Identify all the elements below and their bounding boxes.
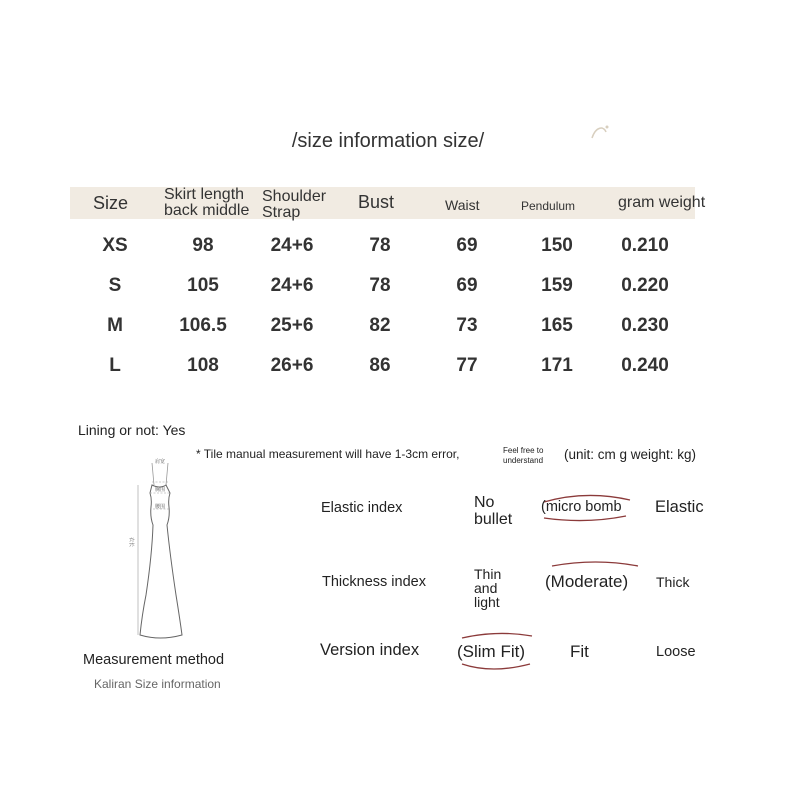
header-size: Size <box>93 193 129 213</box>
cell-bust: 82 <box>369 315 391 336</box>
cell-shoulder: 24+6 <box>270 235 314 256</box>
diagram-label-waist: 腰围 <box>155 504 166 510</box>
cell-skirt: 105 <box>187 275 219 296</box>
cell-waist: 77 <box>456 355 478 376</box>
diagram-label-shoulder: 肩宽 <box>155 459 166 465</box>
dress-diagram <box>108 455 208 645</box>
thickness-option-thick: Thick <box>656 574 690 590</box>
cell-pendulum: 159 <box>541 275 573 296</box>
cell-shoulder: 25+6 <box>270 315 314 336</box>
cell-gram: 0.240 <box>621 355 669 376</box>
diagram-label-bust: 胸围 <box>155 487 166 493</box>
cell-bust: 78 <box>369 275 391 296</box>
cell-size: XS <box>102 235 128 256</box>
header-skirt-length: Skirt length back middle <box>164 186 250 219</box>
page-title: /size information size/ <box>291 130 485 152</box>
header-gram-weight: gram weight <box>618 194 706 211</box>
cell-shoulder: 24+6 <box>270 275 314 296</box>
measurement-note: * Tile manual measurement will have 1-3cm error, <box>196 447 460 461</box>
version-option-fit: Fit <box>570 642 589 661</box>
measurement-method-caption: Measurement method <box>83 652 225 668</box>
elastic-option-elastic: Elastic <box>655 498 704 516</box>
elastic-option-no-bullet: No bullet <box>474 494 513 528</box>
cell-size: M <box>107 315 123 336</box>
thickness-option-thin: Thin and light <box>474 566 502 610</box>
cell-waist: 73 <box>456 315 478 336</box>
cell-gram: 0.210 <box>621 235 669 256</box>
cell-skirt: 108 <box>187 355 219 376</box>
elastic-option-micro: (micro bomb <box>541 499 622 515</box>
cell-skirt: 106.5 <box>179 315 227 336</box>
version-index-label: Version index <box>320 641 420 659</box>
cell-gram: 0.230 <box>621 315 669 336</box>
decorative-swirl-icon <box>588 120 612 144</box>
cell-waist: 69 <box>456 275 478 296</box>
lining-info: Lining or not: Yes <box>78 422 186 438</box>
cell-pendulum: 171 <box>541 355 573 376</box>
header-shoulder-strap: Shoulder Strap <box>262 188 327 221</box>
thickness-option-moderate: (Moderate) <box>545 572 629 591</box>
cell-pendulum: 165 <box>541 315 573 336</box>
elastic-index-label: Elastic index <box>321 500 403 516</box>
cell-gram: 0.220 <box>621 275 669 296</box>
cell-size: L <box>109 355 121 376</box>
cell-waist: 69 <box>456 235 478 256</box>
diagram-label-length: 衣长 <box>128 537 134 548</box>
header-pendulum: Pendulum <box>521 199 576 213</box>
version-option-loose: Loose <box>656 644 696 660</box>
cell-skirt: 98 <box>192 235 214 256</box>
unit-note: (unit: cm g weight: kg) <box>564 447 697 462</box>
thickness-index-label: Thickness index <box>322 574 426 590</box>
version-option-slim-fit: (Slim Fit) <box>457 642 525 661</box>
cell-bust: 78 <box>369 235 391 256</box>
header-bust: Bust <box>358 192 395 212</box>
cell-pendulum: 150 <box>541 235 573 256</box>
cell-size: S <box>108 275 122 296</box>
measurement-note-small: Feel free to understand <box>503 446 544 465</box>
cell-shoulder: 26+6 <box>270 355 314 376</box>
cell-bust: 86 <box>369 355 391 376</box>
brand-caption: Kaliran Size information <box>94 677 221 691</box>
header-waist: Waist <box>445 197 480 213</box>
